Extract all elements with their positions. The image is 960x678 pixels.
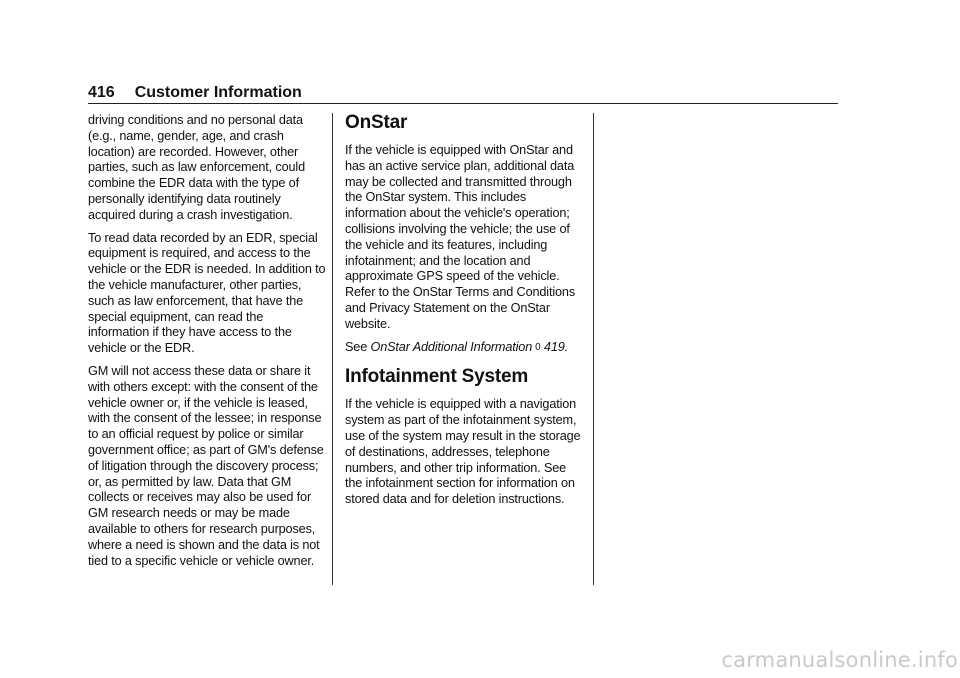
onstar-see-reference xyxy=(345,340,585,356)
onstar-paragraph: If the vehicle is equipped with OnStar and has an active service plan, additional data may be collected and transmitted through the OnStar system. This includes information about the vehicle's operation; collisions involving the vehicle; the use of the vehicle and its features, including infotainment; and the location and approximate GPS speed of the vehicle. Refer to the OnStar Terms and Conditions and Privacy Statement on the OnStar website. xyxy=(345,143,576,331)
column-divider-left xyxy=(332,113,333,585)
see-prefix: See xyxy=(345,339,368,354)
edr-paragraph-3: GM will not access these data or share it with others except: with the consent of the vehicle owner or, if the vehicle is leased, with the consent of the lessee; in response to an official request by police or similar government office; as part of GM's defense of litigation through the discovery process; or, as permitted by law. Data that GM collects or receives may also be used for GM research needs or may be made available to others for research purposes, where a need is shown and the data is not tied to a specific vehicle or vehicle owner. xyxy=(88,363,324,568)
onstar-heading: OnStar xyxy=(345,112,408,133)
xref-title: OnStar Additional Information xyxy=(370,339,533,354)
page-header xyxy=(88,83,838,103)
edr-paragraph-1: driving conditions and no personal data (e.g., name, gender, age, and crash location) are recorded. However, other parties, such as law enforcement, could combine the EDR data with the type of personally identifying data routinely acquired during a crash investigation. xyxy=(88,113,305,222)
column-divider-right xyxy=(593,113,594,585)
watermark: carmanualsonline.info xyxy=(721,648,958,672)
section-title: Customer Information xyxy=(134,84,302,101)
page-reference-icon: 0 xyxy=(535,341,541,353)
middle-column xyxy=(345,113,585,515)
infotainment-heading: Infotainment System xyxy=(345,366,529,388)
infotainment-paragraph: If the vehicle is equipped with a navigation system as part of the infotainment system, use of the system may result in the storage of destinations, addresses, telephone numbers, and other trip information. See the infotainment section for information on stored data and for deletion instructions. xyxy=(345,397,581,507)
onstar-additional-info-link[interactable] xyxy=(371,340,569,354)
edr-paragraph-2: To read data recorded by an EDR, special equipment is required, and access to the vehicle or the EDR is needed. In addition to the vehicle manufacturer, other parties, such as law enforcement, that have the special equipment, can read the information if they have access to the vehicle or the EDR. xyxy=(88,230,326,356)
xref-page: 419. xyxy=(543,339,569,354)
left-column xyxy=(88,113,326,576)
page-number: 416 xyxy=(88,84,115,101)
header-rule xyxy=(88,103,838,104)
